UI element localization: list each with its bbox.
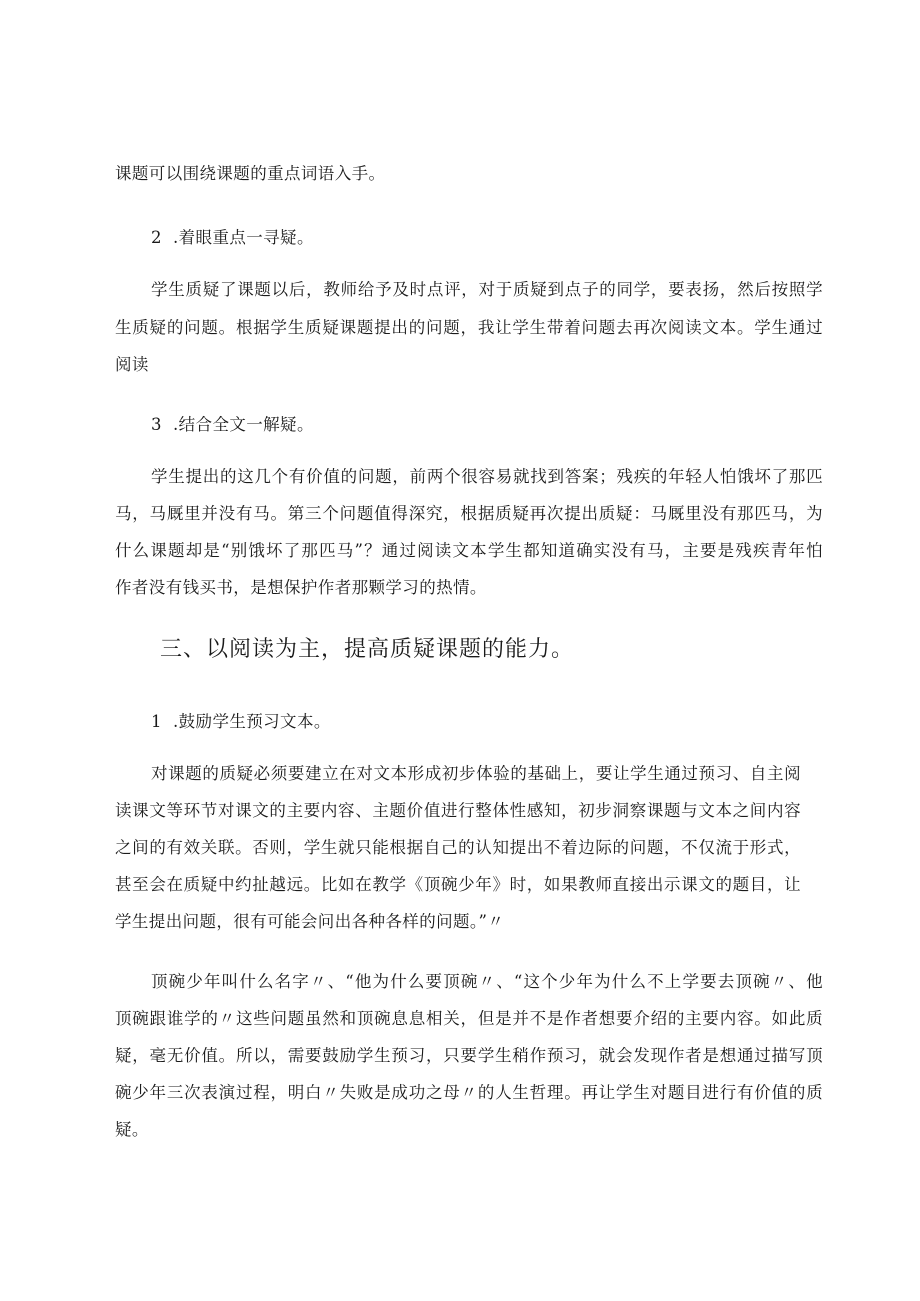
paragraph-line: 马，马厩里并没有马。第三个问题值得深究，根据质疑再次提出质疑：马厩里没有那匹马，为 bbox=[115, 504, 823, 523]
paragraph-line: 学生提出的这几个有价值的问题，前两个很容易就找到答案；残疾的年轻人怕饿坏了那匹 bbox=[151, 467, 823, 486]
paragraph-line: 疑。 bbox=[115, 1120, 149, 1139]
paragraph-line: 什么课题却是“别饿坏了那匹马”？通过阅读文本学生都知道确实没有马，主要是残疾青年怕 bbox=[115, 541, 823, 560]
paragraph-line: 对课题的质疑必须要建立在对文本形成初步体验的基础上，要让学生通过预习、自主阅 bbox=[151, 764, 801, 783]
paragraph-line: 碗少年三次表演过程，明白〃失败是成功之母〃的人生哲理。再让学生对题目进行有价值的质 bbox=[115, 1083, 823, 1102]
paragraph-line: 阅读 bbox=[115, 355, 149, 374]
list-item-text: .着眼重点一寻疑。 bbox=[173, 228, 314, 247]
paragraph-line: 之间的有效关联。否则，学生就只能根据自己的认知提出不着边际的问题，不仅流于形式， bbox=[115, 838, 801, 857]
paragraph-line: 生质疑的问题。根据学生质疑课题提出的问题，我让学生带着问题去再次阅读文本。学生通过 bbox=[115, 318, 823, 337]
paragraph-line: 疑，毫无价值。所以，需要鼓励学生预习，只要学生稍作预习，就会发现作者是想通过描写顶 bbox=[115, 1046, 823, 1065]
list-number: 3 bbox=[151, 415, 162, 434]
list-item-text: .鼓励学生预习文本。 bbox=[173, 712, 331, 731]
paragraph-line: 读课文等环节对课文的主要内容、主题价值进行整体性感知，初步洞察课题与文本之间内容 bbox=[115, 801, 801, 820]
list-number: 2 bbox=[151, 228, 162, 247]
section-heading: 三、以阅读为主，提高质疑课题的能力。 bbox=[160, 637, 575, 662]
paragraph-line: 学生提出问题，很有可能会问出各种各样的问题。”〃 bbox=[115, 912, 505, 931]
paragraph-line: 甚至会在质疑中约扯越远。比如在教学《顶碗少年》时，如果教师直接出示课文的题目，让 bbox=[115, 875, 801, 894]
paragraph-line: 顶碗少年叫什么名字〃、“他为什么要顶碗〃、“这个少年为什么不上学要去顶碗〃、他 bbox=[151, 972, 823, 991]
paragraph-line: 顶碗跟谁学的〃这些问题虽然和顶碗息息相关，但是并不是作者想要介绍的主要内容。如此质 bbox=[115, 1009, 823, 1028]
list-item-1 bbox=[151, 708, 331, 732]
paragraph-line: 作者没有钱买书，是想保护作者那颗学习的热情。 bbox=[115, 578, 487, 597]
list-item-3 bbox=[151, 411, 314, 435]
paragraph-line: 学生质疑了课题以后，教师给予及时点评，对于质疑到点子的同学，要表扬，然后按照学 bbox=[151, 280, 823, 299]
list-item-text: .结合全文一解疑。 bbox=[173, 415, 314, 434]
paragraph-line: 课题可以围绕课题的重点词语入手。 bbox=[115, 164, 386, 183]
list-number: 1 bbox=[151, 712, 162, 731]
list-item-2 bbox=[151, 224, 314, 248]
